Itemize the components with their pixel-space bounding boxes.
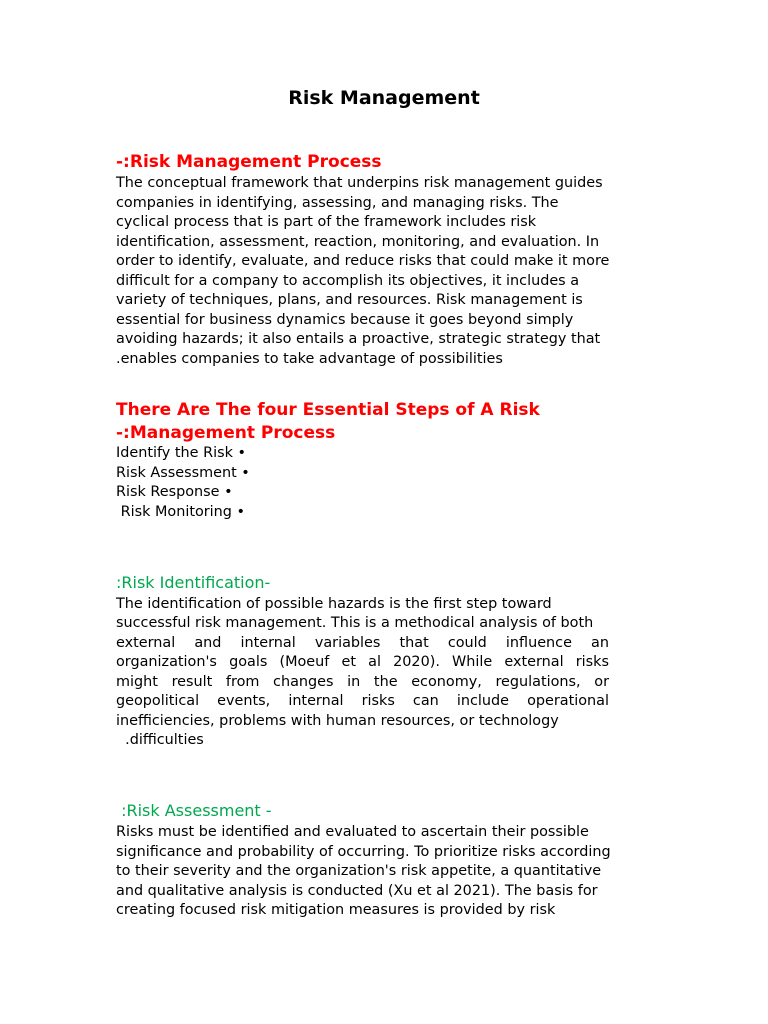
paragraph-line: .enables companies to take advantage of possibilities (116, 350, 503, 367)
paragraph-line: essential for business dynamics because it goes beyond simply (116, 311, 574, 328)
paragraph-line: organization's goals (Moeuf et al 2020). While external risks (116, 654, 609, 670)
paragraph-line: The identification of possible hazards is the first step toward (116, 595, 552, 612)
paragraph-line: variety of techniques, plans, and resources. Risk management is (116, 292, 583, 308)
paragraph-line: might result from changes in the economy, regulations, or (116, 673, 609, 690)
paragraph-line: Risks must be identified and evaluated to ascertain their possible (116, 824, 589, 840)
paragraph-line: inefficiencies, problems with human resources, or technology (116, 712, 559, 729)
paragraph-line: successful risk management. This is a methodical analysis of both (116, 615, 594, 631)
paragraph-line: cyclical process that is part of the framework includes risk (116, 214, 537, 230)
list-item-step: Risk Response • (116, 484, 233, 500)
paragraph-line: and qualitative analysis is conducted (Xu et al 2021). The basis for (116, 882, 598, 899)
paragraph-line: external and internal variables that could influence an (116, 634, 609, 651)
paragraph-line: companies in identifying, assessing, and managing risks. The (116, 194, 559, 211)
section-heading-risk-management-process: -:Risk Management Process (116, 152, 382, 172)
document-title: Risk Management (288, 87, 480, 109)
paragraph-line: significance and probability of occurring. To prioritize risks according (116, 843, 611, 860)
list-item-step: Risk Assessment • (116, 464, 250, 481)
section-heading-risk-assessment: :Risk Assessment - (116, 801, 272, 820)
paragraph-line: to their severity and the organization's risk appetite, a quantitative (116, 863, 602, 879)
section-heading-risk-identification: :Risk Identification- (116, 573, 271, 592)
paragraph-line: order to identify, evaluate, and reduce risks that could make it more (116, 253, 610, 269)
section-heading-four-steps-line2: -:Management Process (116, 422, 336, 443)
paragraph-line: difficult for a company to accomplish its objectives, it includes a (116, 272, 580, 289)
paragraph-line: identification, assessment, reaction, monitoring, and evaluation. In (116, 233, 600, 250)
list-item-step: Risk Monitoring • (116, 503, 245, 520)
list-item-step: Identify the Risk • (116, 445, 246, 461)
paragraph-line: avoiding hazards; it also entails a proactive, strategic strategy that (116, 331, 601, 347)
paragraph-line: The conceptual framework that underpins risk management guides (116, 175, 603, 191)
paragraph-line: .difficulties (116, 732, 204, 748)
section-heading-four-steps-line1: There Are The four Essential Steps of A Risk (116, 400, 540, 420)
paragraph-line: creating focused risk mitigation measures is provided by risk (116, 902, 556, 918)
paragraph-line: geopolitical events, internal risks can include operational (116, 693, 609, 709)
